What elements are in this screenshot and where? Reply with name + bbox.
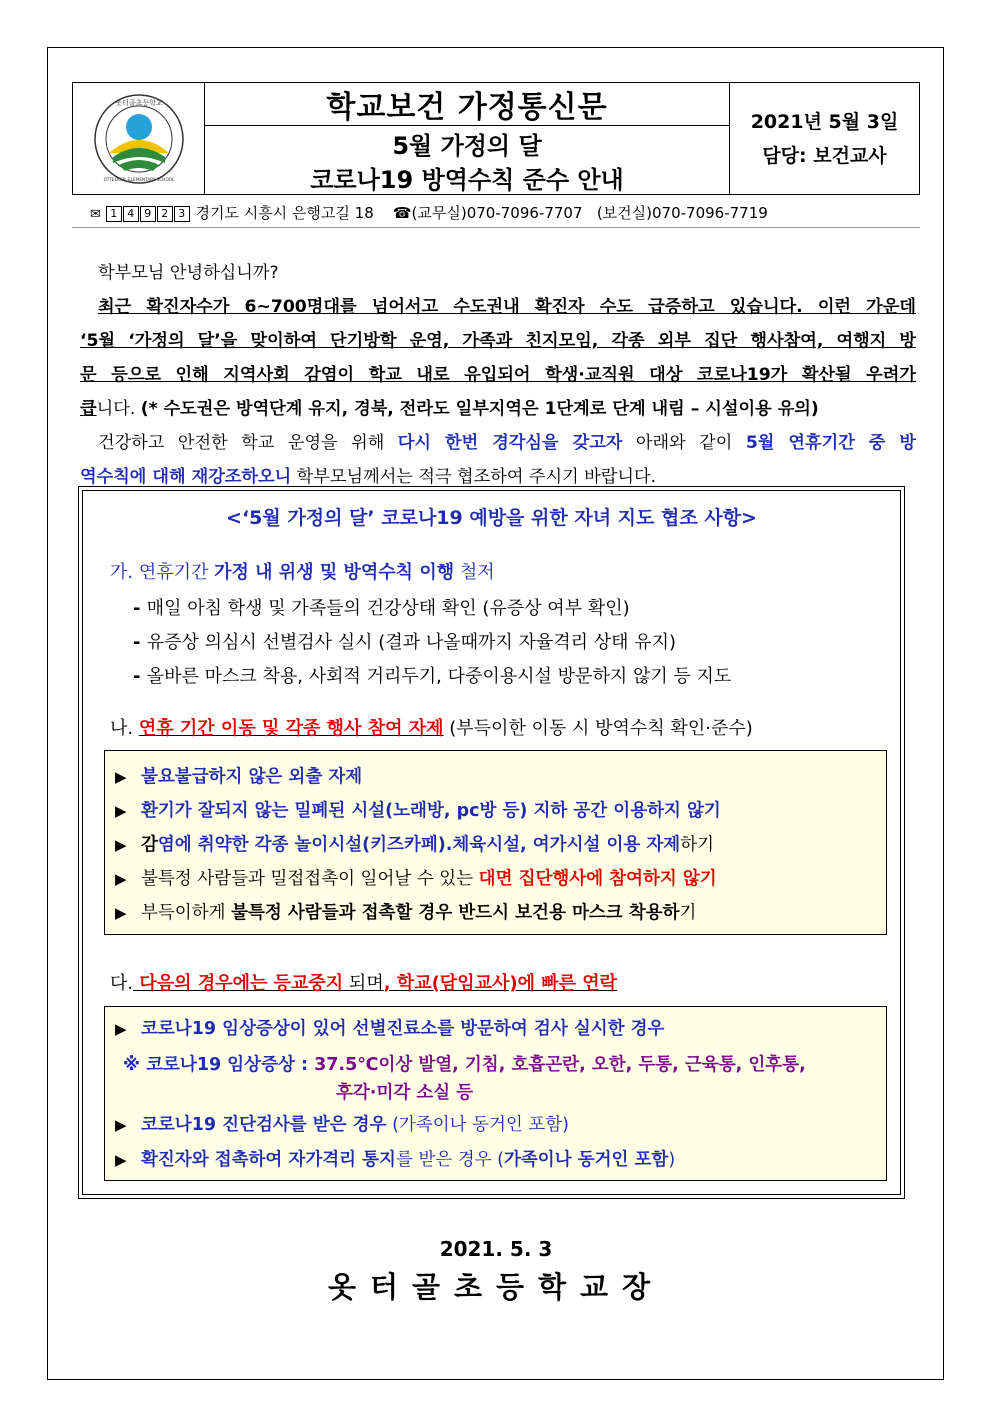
bullet-row [115, 1015, 664, 1040]
note-text: 후각·미각 소실 등 [336, 1083, 474, 1103]
list-item-text: 유증상 의심시 선별검사 실시 (결과 나올때까지 자율격리 상태 유지) [146, 632, 677, 653]
postal-digit: 3 [174, 206, 190, 222]
list-item: - 매일 아침 학생 및 가족들의 건강상태 확인 (유증상 여부 확인) [133, 598, 630, 619]
bullet-text: 코로나19 임상증상이 있어 선별진료소를 방문하여 검사 실시한 경우 [141, 1019, 665, 1039]
bullet-text: 기 [679, 903, 697, 923]
mail-icon: ✉ [90, 207, 101, 222]
intro-text: 큽 [80, 399, 97, 419]
guidance-box [78, 486, 905, 1199]
intro-line: ‘5월 ‘가정의 달’을 맞이하여 단기방학 운영, 가족과 친지모임, 각종 외부 집단 행사참여, 여행지 방 [80, 331, 916, 351]
triangle-bullet-icon: ▶ [115, 1116, 127, 1134]
bullet-row [115, 899, 696, 924]
bullet-text: 감 [141, 835, 158, 855]
school-logo [73, 83, 205, 194]
intro-line: 문 등으로 인해 지역사회 감염이 학교 내로 유입되어 학생·교직원 대상 코로나19가 확산될 우려가 [80, 365, 916, 385]
section-a-heading [110, 558, 495, 584]
triangle-bullet-icon: ▶ [115, 1020, 127, 1038]
bullet-text: (가족이나 동거인 포함) [386, 1115, 569, 1135]
list-item-text: 매일 아침 학생 및 가족들의 건강상태 확인 (유증상 여부 확인) [146, 598, 630, 619]
list-item-text: 올바른 마스크 착용, 사회적 거리두기, 다중이용시설 방문하지 않기 등 지도 [146, 666, 732, 687]
intro-emphasis: 역수칙에 대해 재강조하오니 [80, 467, 292, 487]
bullet-row [115, 763, 362, 788]
section-c-emphasis: , 학교(담임교사)에 빠른 연락 [383, 973, 618, 994]
letter-header [72, 82, 920, 195]
section-b-emphasis: 연휴 기간 이동 및 각종 행사 참여 자제 [138, 718, 444, 739]
intro-text: 니다. [96, 399, 141, 419]
guidance-title: <‘5월 가정의 달’ 코로나19 예방을 위한 자녀 지도 협조 사항> [226, 507, 757, 529]
intro-text: 아래와 같이 [622, 433, 746, 453]
intro-text: 학부모님께서는 적극 협조하여 주시기 바랍니다. [291, 467, 657, 487]
bullet-row [115, 797, 721, 822]
intro-text: 건강하고 안전한 학교 운영을 위해 [98, 433, 398, 453]
bullet-text: 부득이하게 [141, 903, 232, 923]
symptom-note [123, 1051, 806, 1076]
divider [72, 227, 920, 228]
postal-digit: 4 [123, 206, 139, 222]
intro-emphasis: 다시 한번 경각심을 갖고자 [397, 433, 623, 453]
postal-digit: 9 [140, 206, 156, 222]
bullet-text: 확진자와 접촉하여 자가격리 통지 [141, 1150, 396, 1170]
section-c-text: 되며 [343, 973, 384, 994]
bullet-text: ) [668, 1150, 676, 1170]
intro-section [80, 256, 916, 494]
logo-text-en: OTTEOGOL ELEMENTARY SCHOOL [103, 176, 174, 182]
footer-date: 2021. 5. 3 [439, 1237, 553, 1261]
bullet-text: 환기가 잘되지 않는 밀폐된 시설(노래방, pc방 등) 지하 공간 이용하지 않기 [141, 801, 721, 821]
intro-line: 최근 확진자수가 6~700명대를 넘어서고 수도권내 확진자 수도 급증하고 있습니다. 이런 가운데 [98, 297, 916, 317]
postal-code [106, 204, 196, 222]
bullet-text: 염에 취약한 각종 놀이시설(키즈카페).체육시설, 여가시설 이용 자제 [157, 835, 681, 855]
section-b-prefix: 나. [110, 718, 139, 739]
postal-digit: 2 [157, 206, 173, 222]
greeting: 학부모님 안녕하십니까? [98, 263, 279, 283]
phone-office: ☎(교무실)070-7096-7707 [392, 204, 583, 222]
letter-date: 2021년 5월 3일 [750, 110, 899, 133]
section-a-prefix: 가. 연휴기간 [110, 562, 215, 583]
section-c-heading [110, 969, 617, 995]
bullet-text: 하기 [680, 835, 714, 855]
list-item: - 유증상 의심시 선별검사 실시 (결과 나올때까지 자율격리 상태 유지) [133, 632, 677, 653]
address-line [90, 202, 920, 223]
section-b-suffix: (부득이한 이동 시 방역수칙 확인·준수) [443, 718, 753, 739]
bullet-row [115, 1111, 569, 1136]
triangle-bullet-icon: ▶ [115, 802, 127, 820]
intro-emphasis: 5월 연휴기간 중 방 [745, 433, 916, 453]
letter-subtitle-1: 5월 가정의 달 [392, 131, 542, 160]
section-b-box [104, 750, 887, 935]
section-a-suffix: 철저 [454, 562, 495, 583]
section-a-emphasis: 가정 내 위생 및 방역수칙 이행 [214, 562, 455, 583]
triangle-bullet-icon: ▶ [115, 870, 127, 888]
bullet-text: 불특정 사람들과 밀접접촉이 일어날 수 있는 [141, 869, 479, 889]
bullet-text: 불특정 사람들과 접촉할 경우 반드시 보건용 마스크 착용하 [231, 903, 680, 923]
bullet-text: 를 받은 경우 ( [395, 1150, 504, 1170]
intro-line [80, 392, 916, 426]
section-c-prefix: 다. [110, 973, 134, 994]
bullet-row [115, 1146, 675, 1171]
section-b-heading [110, 714, 753, 740]
bullet-row [115, 831, 714, 856]
section-c-emphasis: 다음의 경우에는 등교중지 [133, 973, 344, 994]
list-item: - 올바른 마스크 착용, 사회적 거리두기, 다중이용시설 방문하지 않기 등 지도 [133, 666, 732, 687]
triangle-bullet-icon: ▶ [115, 768, 127, 786]
bullet-text: 불요불급하지 않은 외출 자제 [141, 767, 363, 787]
postal-digit: 1 [106, 206, 122, 222]
section-c-box [104, 1006, 887, 1181]
letter-title: 학교보건 가정통신문 [205, 83, 729, 126]
triangle-bullet-icon: ▶ [115, 904, 127, 922]
section-c-underlined [133, 973, 617, 994]
letter-staff: 담당: 보건교사 [762, 144, 887, 167]
logo-text: 옷터골초등학교 [114, 98, 163, 107]
bullet-text: 코로나19 진단검사를 받은 경우 [141, 1115, 387, 1135]
bullet-text: 가족이나 동거인 포함 [504, 1150, 669, 1170]
phone-health: (보건실)070-7096-7719 [596, 204, 768, 222]
triangle-bullet-icon: ▶ [115, 836, 127, 854]
bullet-row [115, 865, 717, 890]
bullet-text: 대면 집단행사에 참여하지 않기 [478, 869, 717, 889]
symptom-note-cont [336, 1079, 473, 1104]
note-label: ※ 코로나19 임상증상 : [123, 1055, 315, 1075]
intro-note: (* 수도권은 방역단계 유지, 경북, 전라도 일부지역은 1단계로 단계 내림 – 시설이용 유의) [140, 399, 819, 419]
address-text: 경기도 시흥시 은행고길 18 [195, 204, 374, 222]
footer-school: 옷터골초등학교장 [327, 1270, 665, 1304]
intro-line [80, 426, 916, 460]
school-logo-emblem [93, 93, 185, 185]
note-text: 37.5℃이상 발열, 기침, 호흡곤란, 오한, 두통, 근육통, 인후통, [314, 1055, 806, 1075]
triangle-bullet-icon: ▶ [115, 1151, 127, 1169]
letter-subtitle-2: 코로나19 방역수칙 준수 안내 [310, 166, 624, 194]
